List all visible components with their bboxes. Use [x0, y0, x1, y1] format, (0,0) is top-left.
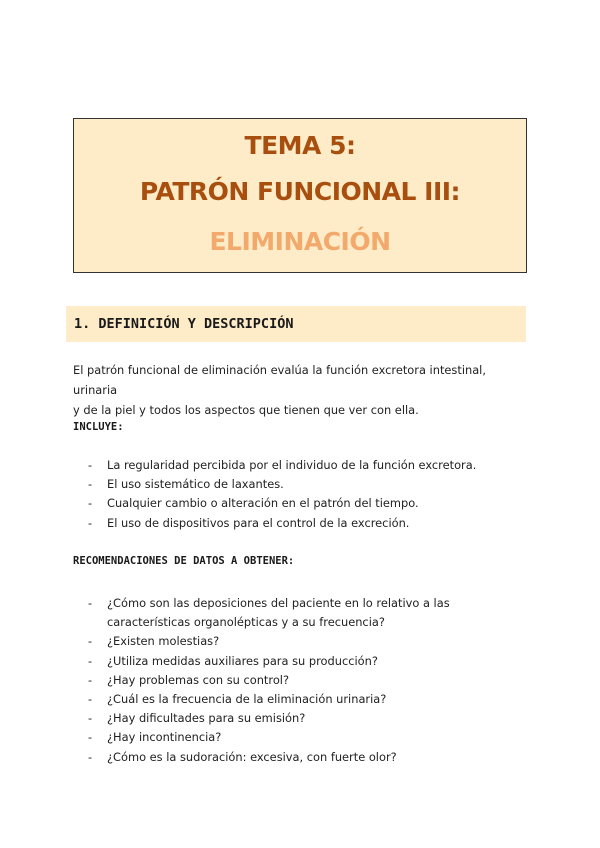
dash-bullet: - — [88, 477, 93, 492]
dash-bullet: - — [88, 672, 93, 687]
dash-bullet: - — [88, 496, 93, 511]
list-item-text: ¿Hay incontinencia? — [107, 730, 222, 745]
list-item — [88, 748, 528, 767]
intro-line-1: El patrón funcional de eliminación evalúa la función excretora intestinal, urinaria — [73, 363, 486, 397]
list-item-text: El uso de dispositivos para el control de la excreción. — [107, 515, 410, 530]
list-item — [88, 709, 528, 728]
list-item-text: ¿Hay dificultades para su emisión? — [107, 711, 306, 726]
list-item — [88, 494, 528, 513]
list-item — [88, 690, 528, 709]
intro-line-2: y de la piel y todos los aspectos que tienen que ver con ella. — [73, 403, 419, 417]
list-item-text: ¿Hay problemas con su control? — [107, 672, 289, 687]
incluye-label: INCLUYE: — [73, 421, 124, 433]
list-item-text: ¿Cuál es la frecuencia de la eliminación urinaria? — [107, 692, 387, 707]
list-item-text: La regularidad percibida por el individuo de la función excretora. — [107, 458, 477, 472]
list-item — [88, 594, 528, 632]
title-line-3: ELIMINACIÓN — [209, 227, 391, 256]
section-heading: 1. DEFINICIÓN Y DESCRIPCIÓN — [74, 316, 294, 332]
dash-bullet: - — [88, 596, 93, 610]
recomendaciones-label: RECOMENDACIONES DE DATOS A OBTENER: — [73, 555, 295, 567]
incluye-list — [88, 456, 528, 533]
dash-bullet: - — [88, 749, 93, 764]
section-heading-bar — [66, 306, 526, 342]
dash-bullet: - — [88, 730, 93, 745]
list-item — [88, 671, 528, 690]
title-box — [73, 118, 527, 273]
title-line-2: PATRÓN FUNCIONAL III: — [139, 177, 461, 206]
title-line-1: TEMA 5: — [244, 131, 356, 160]
dash-bullet: - — [88, 458, 93, 472]
recomendaciones-list — [88, 594, 528, 767]
dash-bullet: - — [88, 692, 93, 707]
list-item-text: El uso sistemático de laxantes. — [107, 477, 284, 492]
list-item-text: ¿Existen molestias? — [107, 634, 220, 649]
dash-bullet: - — [88, 634, 93, 649]
list-item — [88, 652, 528, 671]
list-item — [88, 632, 528, 651]
dash-bullet: - — [88, 653, 93, 668]
list-item — [88, 728, 528, 747]
list-item — [88, 514, 528, 533]
intro-paragraph — [73, 360, 528, 420]
list-item-text: Cualquier cambio o alteración en el patrón del tiempo. — [107, 496, 419, 511]
list-item — [88, 456, 528, 475]
dash-bullet: - — [88, 711, 93, 726]
dash-bullet: - — [88, 515, 93, 530]
list-item-text: ¿Utiliza medidas auxiliares para su producción? — [107, 653, 378, 668]
list-item — [88, 475, 528, 494]
list-item-text: ¿Cómo son las deposiciones del paciente en lo relativo a las características organolépticas y a su frecuencia? — [107, 596, 450, 630]
list-item-text: ¿Cómo es la sudoración: excesiva, con fuerte olor? — [107, 749, 397, 764]
